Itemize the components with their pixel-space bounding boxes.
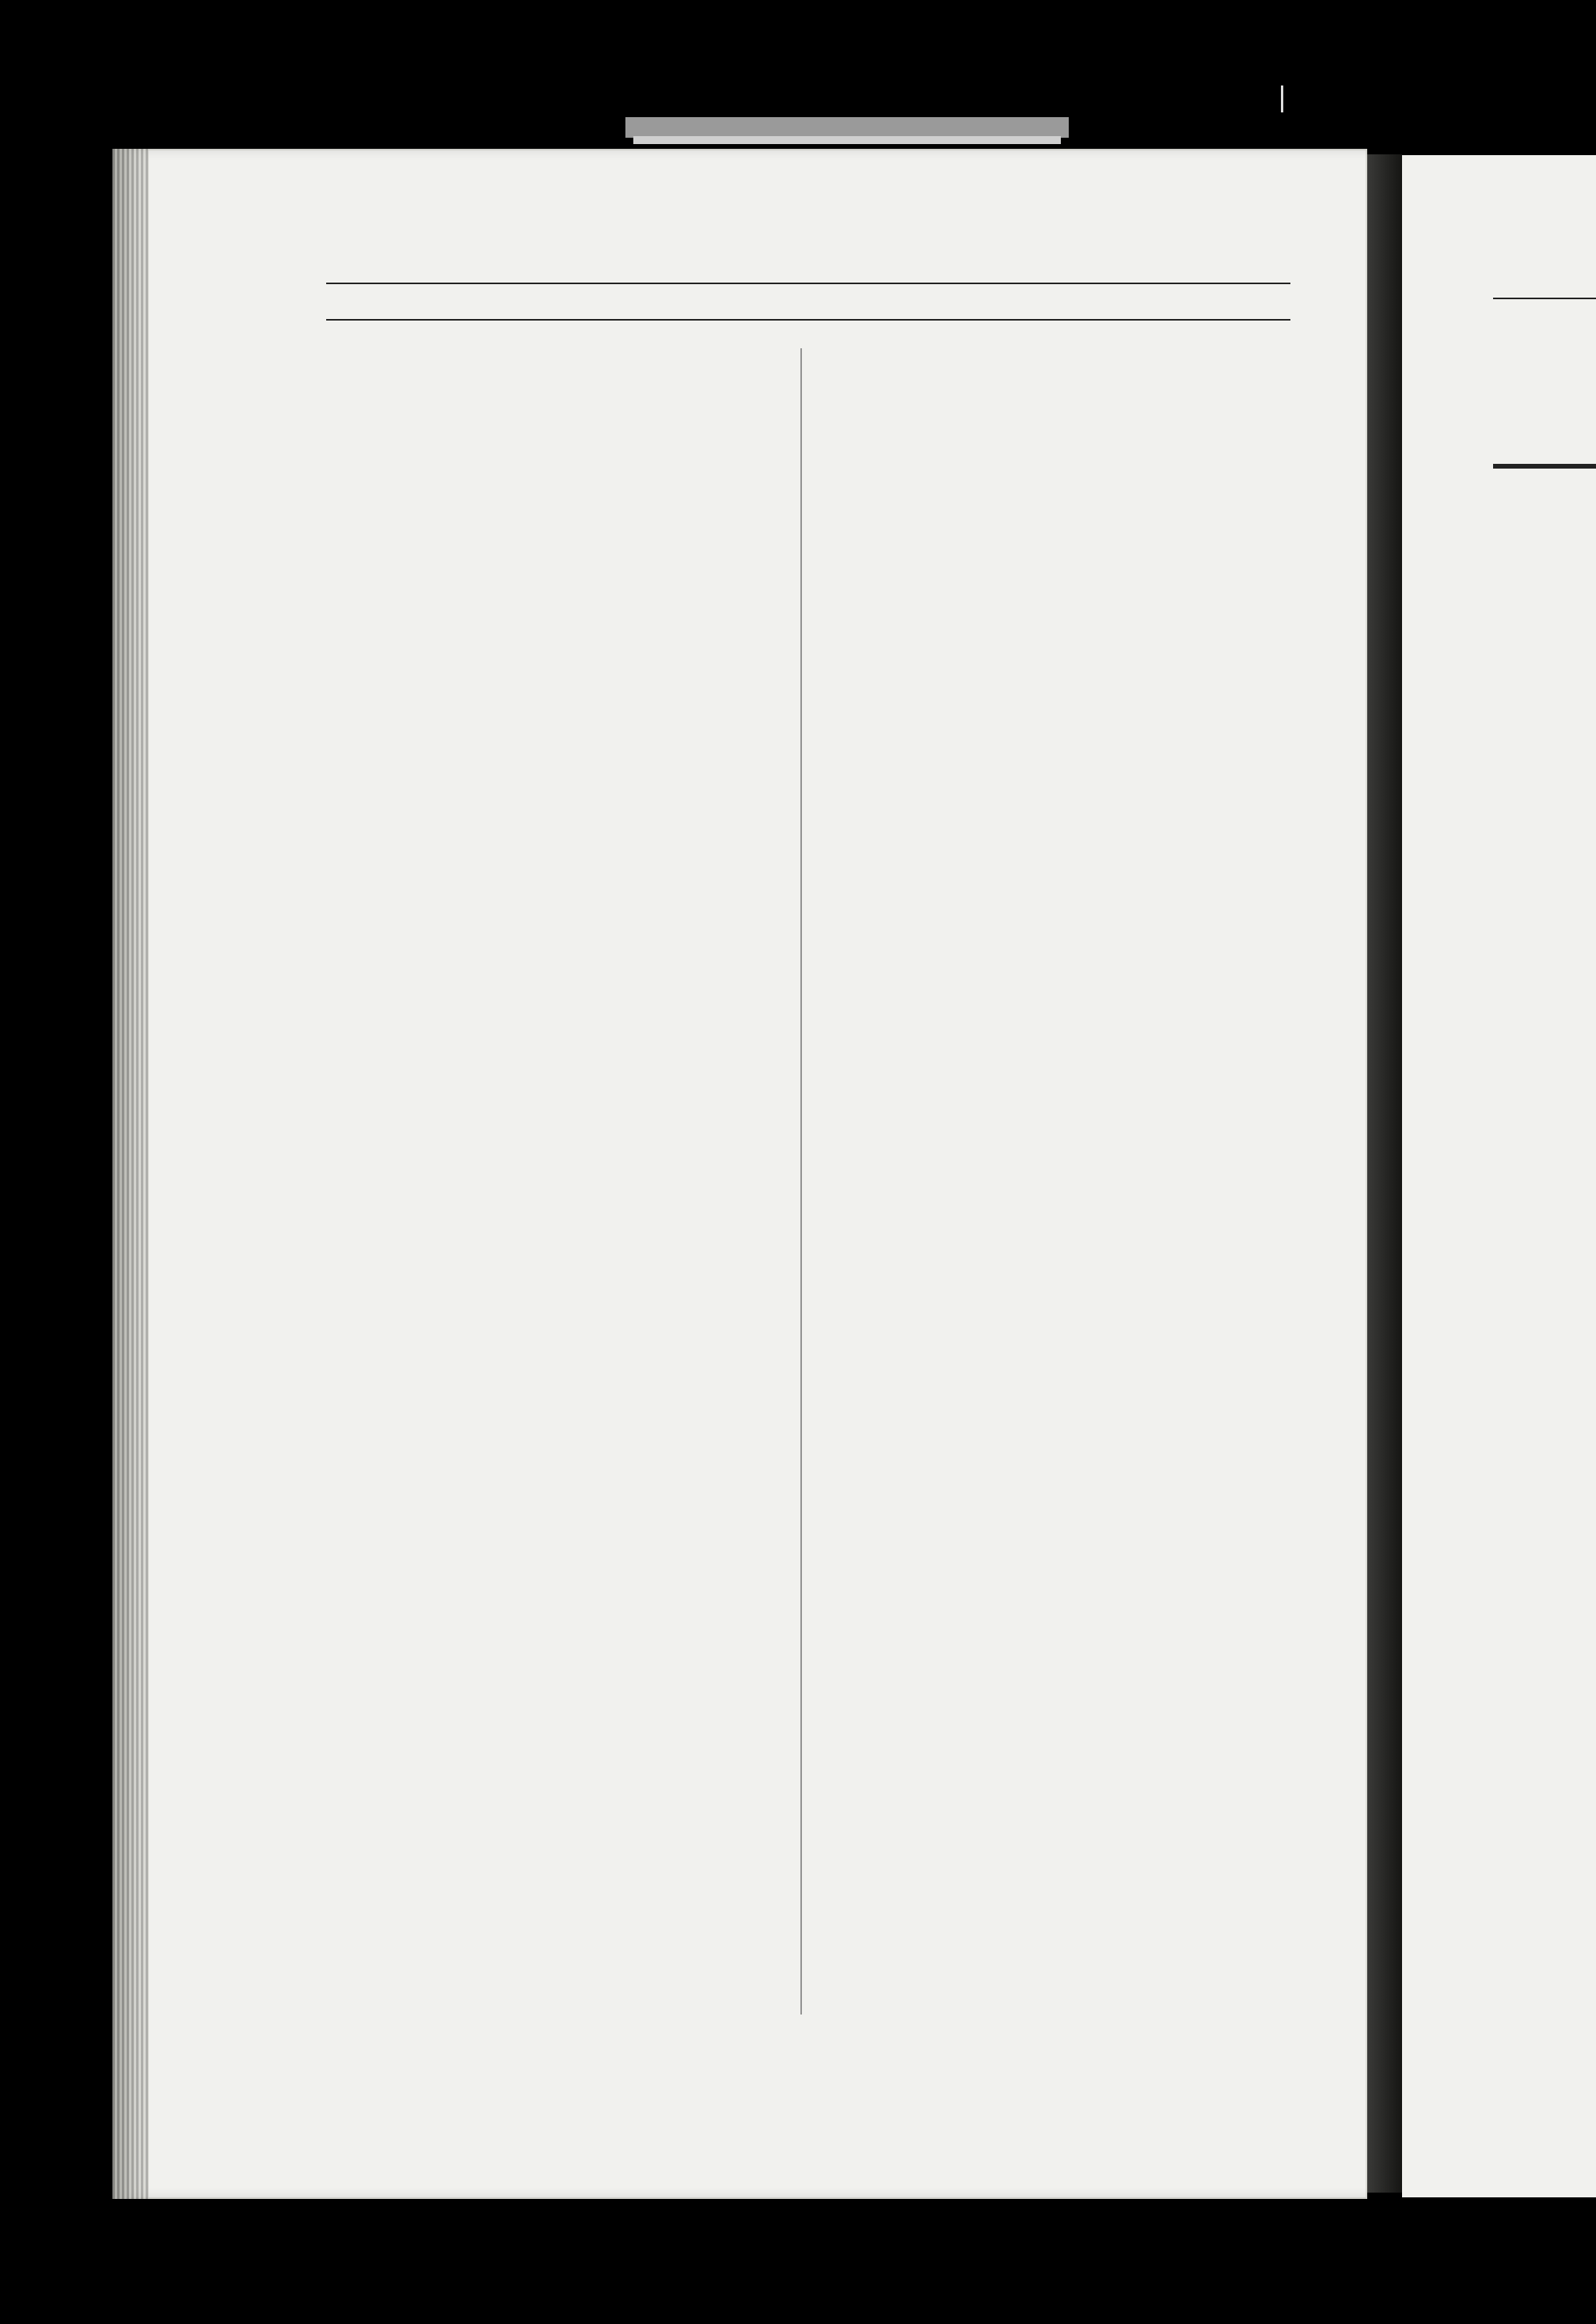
header-rule [326, 319, 1290, 321]
page-edge [112, 149, 149, 2199]
column-divider [800, 348, 802, 2015]
facing-page [1402, 155, 1596, 2197]
film-tab-edge [633, 136, 1061, 144]
film-tab [625, 117, 1069, 138]
facing-rule [1493, 464, 1596, 469]
film-mark [1281, 85, 1283, 112]
facing-header-rule [1493, 298, 1596, 299]
left-directory-column [321, 345, 800, 2023]
book-gutter [1367, 154, 1402, 2193]
banner-rule [326, 283, 1290, 284]
right-directory-column [813, 345, 1296, 2023]
